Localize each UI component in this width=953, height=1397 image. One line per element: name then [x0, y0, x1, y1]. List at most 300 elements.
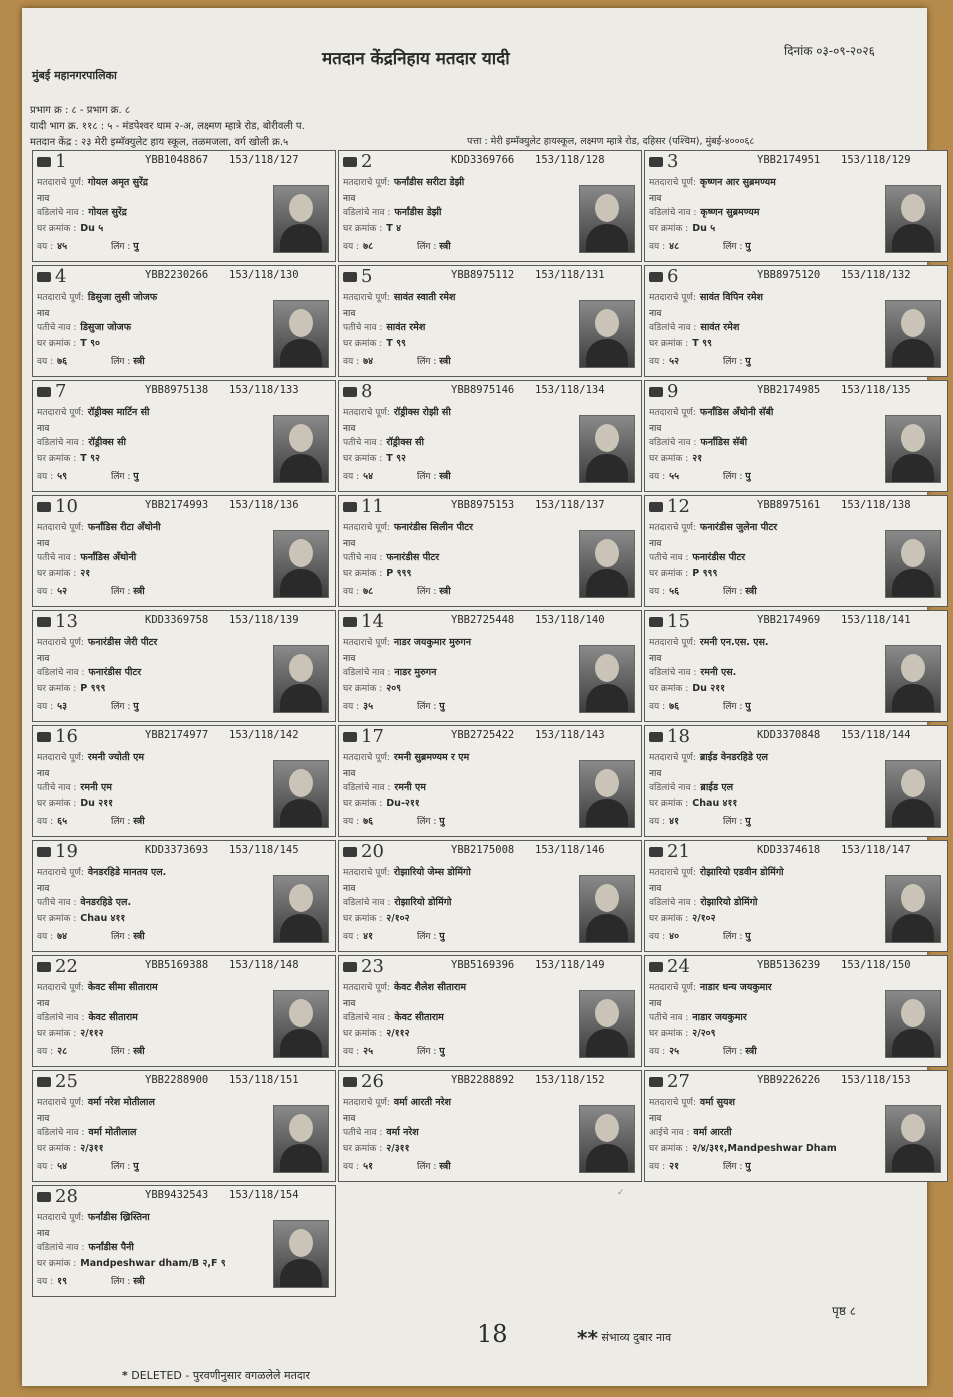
voter-name: ब्राईड वेनडरहिडे एल	[699, 752, 768, 763]
name-label: मतदाराचे पूर्ण:	[649, 983, 696, 993]
voter-epic-id: YBB2288892	[451, 1074, 515, 1086]
house-label: घर क्रमांक :	[37, 914, 77, 924]
voter-name: केवट शैलेश सीताराम	[393, 982, 467, 993]
voter-photo	[579, 185, 635, 253]
voter-age: २८	[57, 1046, 68, 1057]
voter-name-row	[649, 635, 769, 648]
voter-serial: 2	[361, 151, 373, 172]
voter-serial: 11	[361, 496, 384, 517]
voter-age: २५	[669, 1046, 680, 1057]
relation-row	[37, 1010, 138, 1023]
voter-serial: 9	[667, 381, 679, 402]
name-label: मतदाराचे पूर्ण:	[649, 178, 696, 188]
sex-label: लिंग :	[723, 357, 743, 367]
house-label: घर क्रमांक :	[343, 224, 383, 234]
voter-photo	[579, 990, 635, 1058]
voter-sex: स्त्री	[439, 356, 451, 367]
voter-sex: पु	[133, 241, 139, 252]
voter-sex: स्त्री	[745, 586, 757, 597]
voter-name: कृष्णन आर सुब्रमण्यम	[699, 177, 776, 188]
voter-age: ५२	[57, 586, 68, 597]
voter-sex: पु	[439, 816, 445, 827]
voter-name-row	[37, 1210, 150, 1223]
voter-card	[644, 610, 948, 722]
relation-name: सावंत रमेश	[700, 322, 740, 333]
name-label: मतदाराचे पूर्ण:	[343, 178, 390, 188]
voter-epic-id: YBB8975120	[757, 269, 821, 281]
corporation-name: मुंबई महानगरपालिका	[32, 69, 117, 82]
voter-age: १९	[57, 1276, 68, 1287]
voter-photo	[579, 760, 635, 828]
voter-epic-id: YBB2174985	[757, 384, 821, 396]
relation-label: वडिलांचे नाव :	[343, 668, 391, 678]
entry-marker	[343, 272, 357, 282]
sex-row	[723, 1044, 757, 1057]
voter-photo	[273, 875, 329, 943]
relation-label: वडिलांचे नाव :	[343, 898, 391, 908]
age-label: वय :	[37, 1047, 54, 1057]
sex-row	[111, 814, 145, 827]
voter-age: ४१	[363, 931, 374, 942]
voter-card	[644, 1070, 948, 1182]
sex-label: लिंग :	[417, 357, 437, 367]
house-row	[649, 911, 716, 924]
age-row	[649, 239, 679, 252]
voter-name: फर्नांडीस ख्रिस्तिना	[87, 1212, 150, 1223]
entry-marker	[649, 732, 663, 742]
voter-epic-id: YBB2174993	[145, 499, 209, 511]
age-row	[649, 929, 679, 942]
voter-serial: 6	[667, 266, 679, 287]
name-label: मतदाराचे पूर्ण:	[343, 523, 390, 533]
relation-name: सावंत रमेश	[386, 322, 426, 333]
voter-serial: 16	[55, 726, 78, 747]
entry-marker	[37, 272, 51, 282]
voter-serial: 5	[361, 266, 373, 287]
house-number: P ९९९	[386, 568, 412, 579]
voter-sex: पु	[745, 816, 751, 827]
voter-name: रॉड्रीक्स मार्टिन सी	[87, 407, 150, 418]
voter-name: फनारंडीस जेरी पीटर	[87, 637, 158, 648]
house-label: घर क्रमांक :	[649, 914, 689, 924]
sex-label: लिंग :	[723, 1047, 743, 1057]
house-row	[37, 566, 90, 579]
voter-name: फर्नांडिस अँथोनी सॅबी	[699, 407, 774, 418]
house-number: Chau ४११	[80, 913, 126, 924]
voter-sex: पु	[439, 931, 445, 942]
relation-row	[37, 205, 127, 218]
age-row	[649, 584, 679, 597]
name-label-2: नाव	[37, 1114, 50, 1124]
voter-age: ४५	[57, 241, 68, 252]
voter-name: केवट सीमा सीताराम	[87, 982, 158, 993]
voter-age: २५	[363, 1046, 374, 1057]
voter-serial: 13	[55, 611, 78, 632]
age-label: वय :	[343, 932, 360, 942]
voter-epic-id: YBB1048867	[145, 154, 209, 166]
voter-part-number: 153/118/127	[229, 154, 299, 166]
voter-epic-id: YBB2175008	[451, 844, 515, 856]
voter-name-row	[37, 520, 161, 533]
sex-row	[417, 929, 445, 942]
voter-sex: स्त्री	[439, 586, 451, 597]
voter-photo	[579, 415, 635, 483]
relation-row	[343, 780, 426, 793]
house-label: घर क्रमांक :	[37, 339, 77, 349]
entry-marker	[343, 387, 357, 397]
voter-epic-id: KDD3369758	[145, 614, 209, 626]
voter-name: रॉड्रीक्स रोझी सी	[393, 407, 451, 418]
relation-label: वडिलांचे नाव :	[649, 323, 697, 333]
name-label-2: नाव	[37, 1229, 50, 1239]
voter-photo	[273, 300, 329, 368]
voter-photo	[579, 1105, 635, 1173]
relation-row	[649, 205, 759, 218]
voter-name: रमनी एन.एस. एस.	[699, 637, 769, 648]
house-row	[343, 911, 410, 924]
voter-card	[644, 150, 948, 262]
age-label: वय :	[343, 1047, 360, 1057]
voter-name-row	[37, 1095, 155, 1108]
voter-name: वर्मा आरती नरेश	[393, 1097, 452, 1108]
age-row	[343, 814, 373, 827]
voter-card	[644, 380, 948, 492]
voter-name: रोझारियो एडवीन डोमिंगो	[699, 867, 784, 878]
age-row	[343, 1159, 373, 1172]
age-label: वय :	[343, 357, 360, 367]
voter-photo	[273, 1105, 329, 1173]
entry-marker	[649, 502, 663, 512]
voter-card	[644, 265, 948, 377]
voter-epic-id: YBB2725448	[451, 614, 515, 626]
voter-photo	[885, 875, 941, 943]
relation-name: वर्मा नरेश	[386, 1127, 419, 1138]
age-row	[343, 929, 373, 942]
house-label: घर क्रमांक :	[37, 1259, 77, 1269]
voter-sex: पु	[133, 1161, 139, 1172]
voter-serial: 25	[55, 1071, 78, 1092]
house-label: घर क्रमांक :	[37, 454, 77, 464]
relation-label: वडिलांचे नाव :	[649, 898, 697, 908]
voter-sex: स्त्री	[133, 1046, 145, 1057]
relation-name: वर्मा आरती	[693, 1127, 732, 1138]
age-label: वय :	[649, 1047, 666, 1057]
house-row	[343, 336, 406, 349]
sex-row	[723, 1159, 751, 1172]
sex-row	[417, 1159, 451, 1172]
house-label: घर क्रमांक :	[649, 339, 689, 349]
voter-serial: 10	[55, 496, 78, 517]
voter-name-row	[37, 175, 148, 188]
house-label: घर क्रमांक :	[343, 569, 383, 579]
relation-row	[649, 550, 745, 563]
relation-name: केवट सीताराम	[88, 1012, 138, 1023]
relation-name: फर्नांडीस डेझी	[394, 207, 442, 218]
name-label: मतदाराचे पूर्ण:	[343, 983, 390, 993]
voter-name: नाडर जयकुमार मुरुगन	[393, 637, 472, 648]
name-label-2: नाव	[649, 654, 662, 664]
voter-card	[32, 1070, 336, 1182]
house-label: घर क्रमांक :	[649, 569, 689, 579]
house-number: २१	[692, 453, 703, 464]
voter-part-number: 153/118/130	[229, 269, 299, 281]
deleted-legend	[122, 1368, 310, 1383]
age-row	[37, 239, 67, 252]
voter-name-row	[649, 750, 768, 763]
voter-part-number: 153/118/134	[535, 384, 605, 396]
house-row	[343, 1141, 410, 1154]
relation-row	[649, 665, 736, 678]
voter-photo	[273, 530, 329, 598]
name-label-2: नाव	[649, 309, 662, 319]
voter-photo	[885, 530, 941, 598]
voter-sex: स्त्री	[133, 931, 145, 942]
age-row	[343, 239, 373, 252]
sex-label: लिंग :	[417, 702, 437, 712]
voter-sex: पु	[745, 701, 751, 712]
polling-centre-line: मतदान केंद्र : २३ मेरी इम्मॅक्युलेट हाय स्कूल, तळमजला, वर्ग खोली क्र.५	[30, 137, 289, 148]
voter-photo	[885, 990, 941, 1058]
relation-name: रमनी एम	[394, 782, 426, 793]
house-row	[37, 911, 125, 924]
voter-photo	[579, 530, 635, 598]
entry-marker	[343, 732, 357, 742]
voter-part-number: 153/118/151	[229, 1074, 299, 1086]
voter-age: ६५	[57, 816, 68, 827]
name-label-2: नाव	[37, 654, 50, 664]
relation-row	[649, 780, 733, 793]
relation-label: वडिलांचे नाव :	[37, 208, 85, 218]
voter-card	[338, 840, 642, 952]
house-label: घर क्रमांक :	[343, 684, 383, 694]
age-label: वय :	[343, 702, 360, 712]
relation-name: रमनी एस.	[700, 667, 737, 678]
voter-age: ७८	[363, 241, 374, 252]
relation-row	[37, 665, 141, 678]
sex-row	[417, 584, 451, 597]
relation-row	[343, 205, 441, 218]
voter-card	[338, 955, 642, 1067]
relation-label: पतीचे नाव :	[343, 323, 383, 333]
house-number: P ९९९	[692, 568, 718, 579]
voter-sex: स्त्री	[439, 241, 451, 252]
voter-part-number: 153/118/154	[229, 1189, 299, 1201]
voter-part-number: 153/118/145	[229, 844, 299, 856]
relation-row	[649, 320, 739, 333]
voter-card	[338, 495, 642, 607]
name-label: मतदाराचे पूर्ण:	[37, 1213, 84, 1223]
voter-card	[32, 1185, 336, 1297]
relation-label: पतीचे नाव :	[343, 553, 383, 563]
sex-label: लिंग :	[723, 1162, 743, 1172]
sex-label: लिंग :	[111, 357, 131, 367]
voter-part-number: 153/118/138	[841, 499, 911, 511]
voter-part-number: 153/118/150	[841, 959, 911, 971]
name-label: मतदाराचे पूर्ण:	[37, 523, 84, 533]
voter-sex: पु	[439, 1046, 445, 1057]
voter-serial: 12	[667, 496, 690, 517]
house-row	[37, 336, 100, 349]
entry-marker	[649, 617, 663, 627]
entry-marker	[343, 962, 357, 972]
voter-name-row	[649, 865, 784, 878]
age-label: वय :	[37, 242, 54, 252]
voter-name-row	[343, 520, 473, 533]
relation-row	[649, 1010, 747, 1023]
house-label: घर क्रमांक :	[37, 1029, 77, 1039]
voter-sex: पु	[745, 356, 751, 367]
voter-grid	[32, 150, 953, 1300]
voter-card	[338, 610, 642, 722]
age-label: वय :	[649, 702, 666, 712]
entry-marker	[37, 847, 51, 857]
sex-label: लिंग :	[417, 1047, 437, 1057]
entry-marker	[343, 1077, 357, 1087]
voter-epic-id: YBB9432543	[145, 1189, 209, 1201]
entry-marker	[649, 272, 663, 282]
name-label: मतदाराचे पूर्ण:	[649, 523, 696, 533]
voter-part-number: 153/118/142	[229, 729, 299, 741]
voter-name: डिसुजा लुसी जोजफ	[87, 292, 158, 303]
voter-name-row	[649, 290, 763, 303]
name-label-2: नाव	[649, 194, 662, 204]
relation-row	[343, 550, 439, 563]
entry-marker	[343, 157, 357, 167]
sex-label: लिंग :	[417, 587, 437, 597]
voter-sex: पु	[745, 241, 751, 252]
house-label: घर क्रमांक :	[343, 914, 383, 924]
voter-name-row	[37, 290, 157, 303]
voter-name-row	[343, 750, 469, 763]
sex-row	[111, 929, 145, 942]
house-row	[649, 681, 725, 694]
relation-label: पतीचे नाव :	[37, 898, 77, 908]
voter-part-number: 153/118/153	[841, 1074, 911, 1086]
age-row	[37, 929, 67, 942]
voter-age: ५४	[363, 471, 374, 482]
house-number: T ९२	[386, 453, 406, 464]
sex-row	[111, 239, 139, 252]
voter-sex: स्त्री	[133, 586, 145, 597]
name-label-2: नाव	[343, 194, 356, 204]
house-row	[649, 566, 717, 579]
age-row	[37, 1274, 67, 1287]
relation-label: वडिलांचे नाव :	[37, 1128, 85, 1138]
page-title: मतदान केंद्रनिहाय मतदार यादी	[322, 49, 510, 69]
voter-age: ५१	[363, 1161, 374, 1172]
voter-name: रमनी ज्योती एम	[87, 752, 145, 763]
sex-row	[111, 1274, 145, 1287]
sex-label: लिंग :	[723, 932, 743, 942]
voter-epic-id: YBB2174977	[145, 729, 209, 741]
house-row	[37, 1026, 104, 1039]
house-label: घर क्रमांक :	[649, 1144, 689, 1154]
sex-row	[111, 1159, 139, 1172]
relation-row	[37, 435, 126, 448]
relation-row	[343, 665, 436, 678]
voter-sex: पु	[133, 471, 139, 482]
age-label: वय :	[37, 817, 54, 827]
sex-row	[723, 354, 751, 367]
relation-row	[343, 1010, 444, 1023]
voter-sex: पु	[745, 1161, 751, 1172]
house-number: T ९९	[692, 338, 712, 349]
relation-name: कृष्णन सुब्रमण्यम	[700, 207, 760, 218]
voter-card	[338, 725, 642, 837]
name-label-2: नाव	[343, 424, 356, 434]
house-label: घर क्रमांक :	[649, 454, 689, 464]
relation-row	[37, 895, 131, 908]
voter-photo	[885, 415, 941, 483]
voter-serial: 22	[55, 956, 78, 977]
relation-label: पतीचे नाव :	[649, 553, 689, 563]
voter-name: सावंत स्वाती रमेश	[393, 292, 456, 303]
house-label: घर क्रमांक :	[649, 799, 689, 809]
sex-label: लिंग :	[111, 932, 131, 942]
age-row	[649, 354, 679, 367]
age-label: वय :	[649, 587, 666, 597]
voter-card	[338, 380, 642, 492]
voter-photo	[579, 645, 635, 713]
name-label: मतदाराचे पूर्ण:	[343, 868, 390, 878]
voter-age: ७६	[57, 356, 68, 367]
age-label: वय :	[649, 472, 666, 482]
voter-name: फनारंडीस सिलीन पीटर	[393, 522, 473, 533]
relation-name: फनारंडीस पीटर	[386, 552, 440, 563]
house-label: घर क्रमांक :	[343, 1029, 383, 1039]
relation-label: पतीचे नाव :	[37, 553, 77, 563]
voter-name: वर्मा सुयश	[699, 1097, 735, 1108]
age-row	[649, 469, 679, 482]
age-label: वय :	[343, 472, 360, 482]
voter-epic-id: KDD3373693	[145, 844, 209, 856]
house-row	[649, 796, 737, 809]
voter-epic-id: YBB2174969	[757, 614, 821, 626]
voter-age: ७६	[363, 816, 374, 827]
age-label: वय :	[649, 932, 666, 942]
name-label-2: नाव	[37, 194, 50, 204]
voter-sex: स्त्री	[745, 1046, 757, 1057]
house-label: घर क्रमांक :	[37, 684, 77, 694]
name-label: मतदाराचे पूर्ण:	[37, 178, 84, 188]
name-label: मतदाराचे पूर्ण:	[343, 408, 390, 418]
house-number: T ९०	[80, 338, 100, 349]
voter-serial: 28	[55, 1186, 78, 1207]
voter-age: ५३	[57, 701, 68, 712]
voter-epic-id: YBB9226226	[757, 1074, 821, 1086]
page-number: पृष्ठ ८	[832, 1304, 856, 1318]
name-label-2: नाव	[649, 424, 662, 434]
sex-label: लिंग :	[723, 817, 743, 827]
voter-card	[32, 150, 336, 262]
relation-name: फनारंडीस पीटर	[692, 552, 746, 563]
age-label: वय :	[343, 587, 360, 597]
relation-label: वडिलांचे नाव :	[343, 783, 391, 793]
voter-photo	[885, 1105, 941, 1173]
voter-epic-id: YBB2725422	[451, 729, 515, 741]
voter-name: वर्मा नरेश मोतीलाल	[87, 1097, 155, 1108]
entry-marker	[37, 157, 51, 167]
sex-row	[417, 699, 445, 712]
voter-epic-id: KDD3369766	[451, 154, 515, 166]
sex-row	[417, 814, 445, 827]
age-label: वय :	[649, 1162, 666, 1172]
age-label: वय :	[649, 357, 666, 367]
voter-serial: 15	[667, 611, 690, 632]
age-row	[649, 814, 679, 827]
house-row	[649, 336, 712, 349]
relation-label: वडिलांचे नाव :	[343, 208, 391, 218]
